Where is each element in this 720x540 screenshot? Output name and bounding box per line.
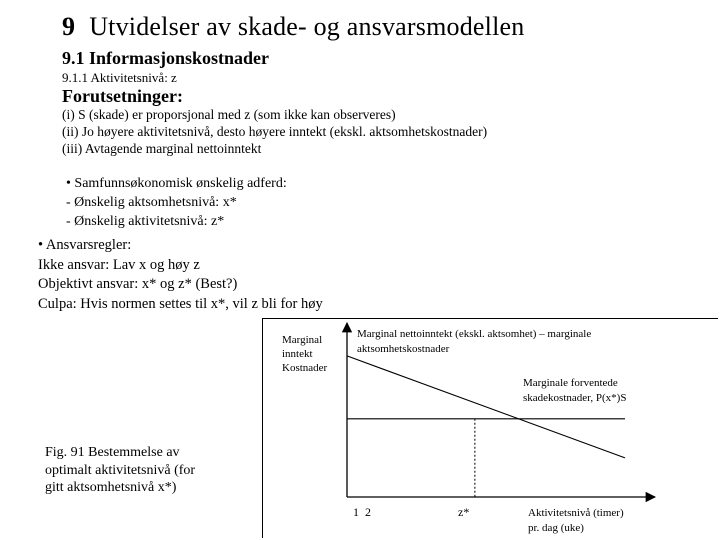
y-axis-label-line: inntekt: [282, 348, 313, 360]
net-income-line: [347, 356, 625, 458]
assumption-item: (i) S (skade) er proporsjonal med z (som ikke kan observeres): [62, 107, 396, 122]
assumption-item: (iii) Avtagende marginal nettoinntekt: [62, 141, 262, 156]
social-optimum-line: - Ønskelig aktivitetsnivå: z*: [66, 214, 225, 229]
y-axis-label-line: Marginal: [282, 334, 323, 346]
damage-cost-line-label: Marginale forventede: [523, 377, 618, 389]
chapter-number: 9: [62, 12, 76, 41]
liability-rule-line: • Ansvarsregler:: [38, 237, 132, 253]
x-axis-label-line: pr. dag (uke): [528, 522, 584, 534]
net-income-line-label: Marginal nettoinntekt (ekskl. aktsomhet) – marginale: [357, 328, 592, 340]
x-tick-label: 2: [365, 505, 371, 519]
social-optimum-line: - Ønskelig aktsomhetsnivå: x*: [66, 195, 237, 210]
liability-rule-line: Objektivt ansvar: x* og z* (Best?): [38, 276, 238, 292]
optimum-z-label: z*: [458, 505, 470, 519]
chapter-title: Utvidelser av skade- og ansvarsmodellen: [89, 12, 525, 41]
x-axis-label-line: Aktivitetsnivå (timer): [528, 507, 624, 519]
figure-caption-line: gitt aktsomhetsnivå x*): [45, 480, 177, 495]
liability-rule-line: Ikke ansvar: Lav x og høy z: [38, 256, 200, 273]
figure-caption-line: optimalt aktivitetsnivå (for: [45, 462, 196, 478]
subsection-heading: 9.1.1 Aktivitetsnivå: z: [62, 70, 177, 85]
x-tick-label: 1: [353, 505, 359, 519]
y-axis-label-line: Kostnader: [282, 362, 328, 374]
assumptions-heading: Forutsetninger:: [62, 86, 183, 106]
social-optimum-line: • Samfunnsøkonomisk ønskelig adferd:: [66, 176, 287, 191]
assumption-item: (ii) Jo høyere aktivitetsnivå, desto høyere inntekt (ekskl. aktsomhetskostnader): [62, 124, 488, 139]
liability-rule-line: Culpa: Hvis normen settes til x*, vil z bli for høy: [38, 295, 323, 312]
section-heading: 9.1 Informasjonskostnader: [62, 48, 270, 68]
net-income-line-label: aktsomhetskostnader: [357, 343, 450, 355]
figure-caption-line: Fig. 91 Bestemmelse av: [45, 445, 180, 460]
damage-cost-line-label: skadekostnader, P(x*)S: [523, 392, 627, 404]
